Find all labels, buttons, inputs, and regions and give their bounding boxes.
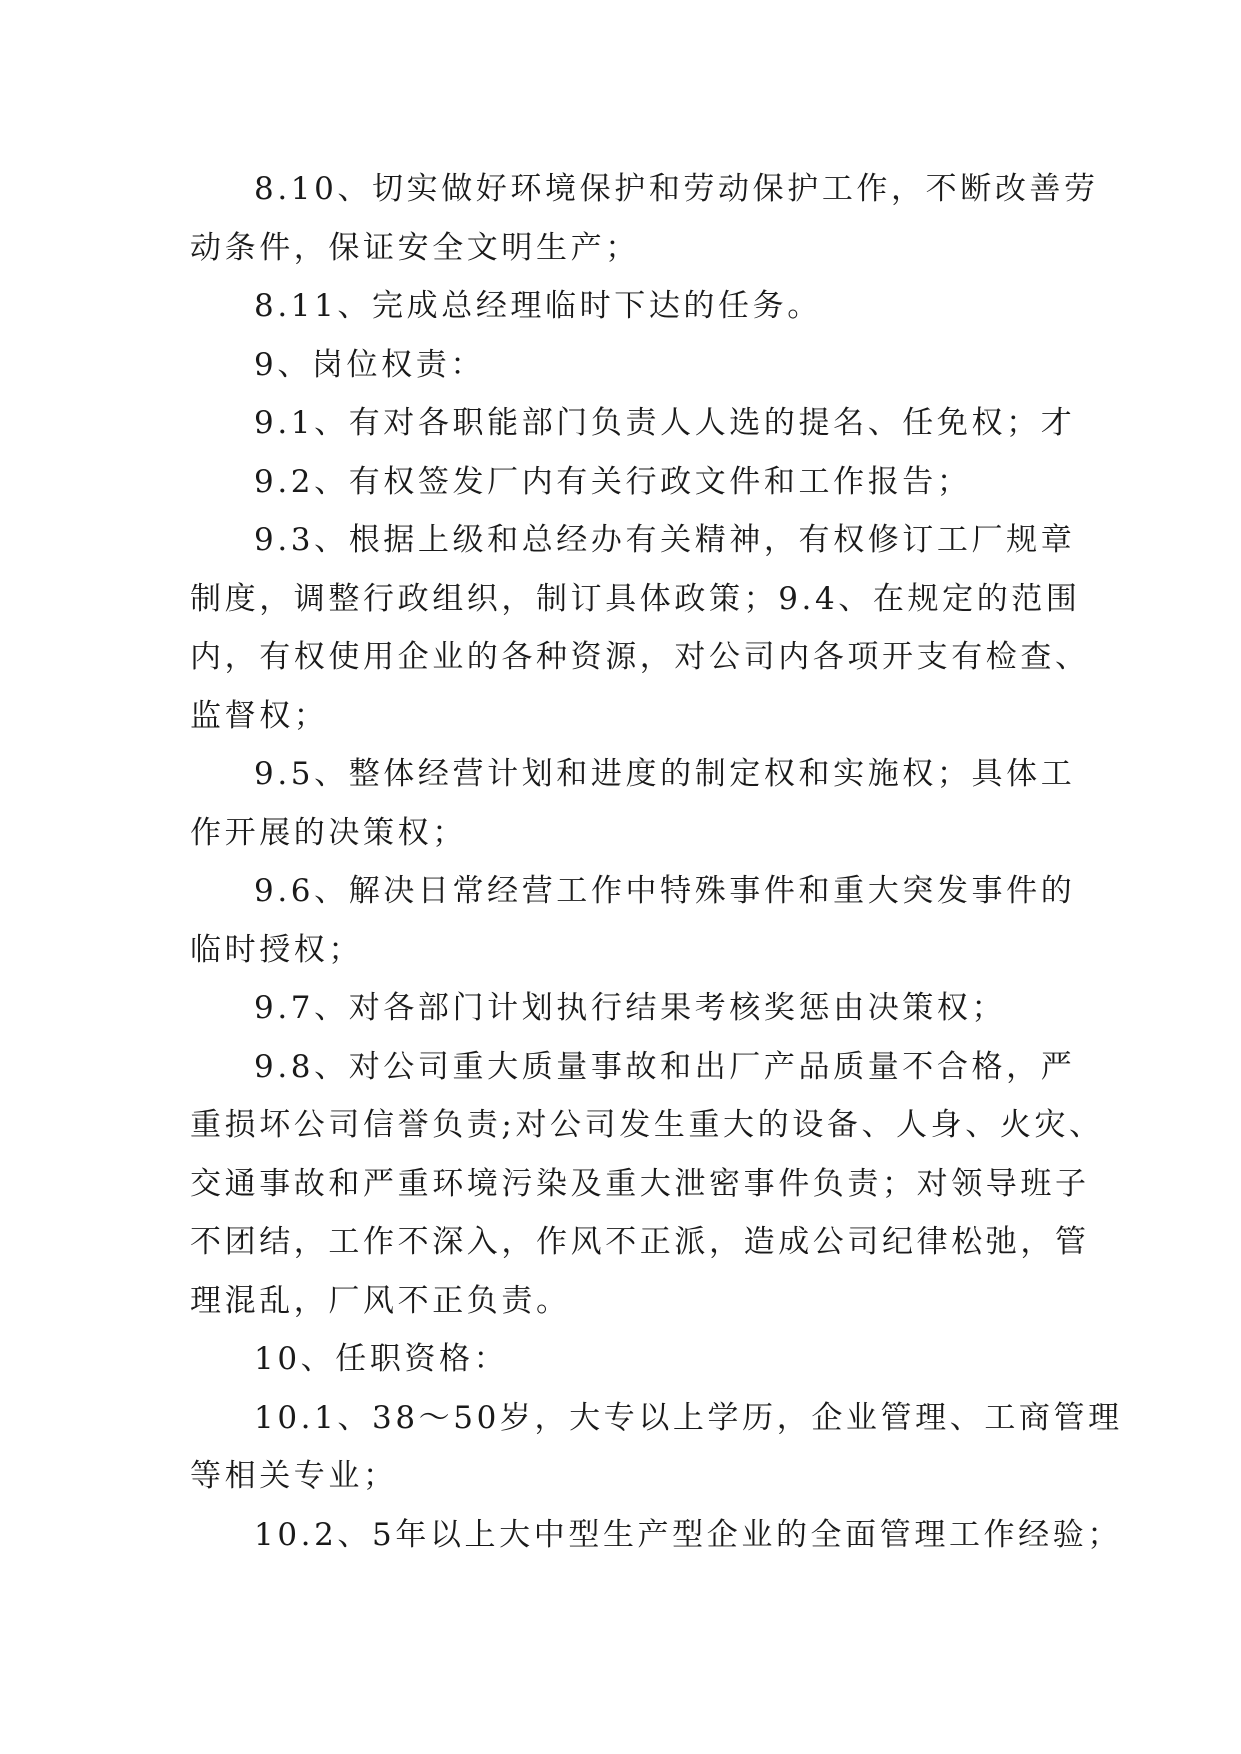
paragraph-line: 等相关专业； xyxy=(190,1458,398,1494)
paragraph-9-5 xyxy=(190,745,1076,862)
paragraph-line: 内，有权使用企业的各种资源，对公司内各项开支有检查、 xyxy=(190,639,1090,675)
paragraph-line: 重损坏公司信誉负责;对公司发生重大的设备、人身、火灾、 xyxy=(190,1107,1104,1143)
paragraph-line: 临时授权； xyxy=(190,931,363,968)
paragraph-10-2 xyxy=(190,1506,1122,1565)
paragraph-line: 9.6、解决日常经营工作中特殊事件和重大突发事件的 xyxy=(254,873,1076,909)
section-heading-10 xyxy=(190,1330,1070,1389)
paragraph-line: 9.2、有权签发厂内有关行政文件和工作报告； xyxy=(254,463,972,500)
paragraph-9-1 xyxy=(190,394,1076,453)
paragraph-9-7 xyxy=(190,979,1070,1038)
paragraph-line: 不团结，工作不深入，作风不正派，造成公司纪律松弛，管 xyxy=(190,1224,1090,1260)
paragraph-line: 制度，调整行政组织，制订具体政策；9.4、在规定的范围 xyxy=(190,580,1081,617)
paragraph-line: 交通事故和严重环境污染及重大泄密事件负责；对领导班子 xyxy=(190,1165,1090,1202)
paragraph-8-10 xyxy=(190,160,1099,277)
paragraph-line: 9.1、有对各职能部门负责人人选的提名、任免权；才 xyxy=(254,405,1076,441)
paragraph-line: 8.11、完成总经理临时下达的任务。 xyxy=(254,288,822,324)
section-heading-9 xyxy=(190,336,1070,395)
paragraph-10-1 xyxy=(190,1389,1123,1506)
paragraph-line: 9.3、根据上级和总经办有关精神，有权修订工厂规章 xyxy=(254,522,1076,558)
paragraph-8-11 xyxy=(190,277,1070,336)
paragraph-line: 8.10、切实做好环境保护和劳动保护工作，不断改善劳 xyxy=(254,171,1099,207)
paragraph-line: 9.7、对各部门计划执行结果考核奖惩由决策权； xyxy=(254,990,1007,1026)
paragraph-line: 理混乱，厂风不正负责。 xyxy=(190,1282,571,1319)
section-heading: 9、岗位权责： xyxy=(254,346,485,383)
paragraph-line: 10.2、5年以上大中型生产型企业的全面管理工作经验； xyxy=(254,1516,1122,1553)
paragraph-line: 9.8、对公司重大质量事故和出厂产品质量不合格，严 xyxy=(254,1048,1076,1085)
paragraph-9-2 xyxy=(190,453,1070,512)
paragraph-line: 9.5、整体经营计划和进度的制定权和实施权；具体工 xyxy=(254,756,1076,792)
section-heading: 10、任职资格： xyxy=(254,1341,509,1377)
paragraph-line: 动条件，保证安全文明生产； xyxy=(190,229,640,266)
document-body xyxy=(190,160,1123,1564)
paragraph-line: 作开展的决策权； xyxy=(190,814,467,851)
paragraph-9-6 xyxy=(190,862,1076,979)
paragraph-line: 监督权； xyxy=(190,697,329,734)
paragraph-line: 10.1、38～50岁，大专以上学历，企业管理、工商管理 xyxy=(254,1399,1123,1436)
paragraph-9-8 xyxy=(190,1038,1104,1331)
paragraph-9-3 xyxy=(190,511,1090,745)
